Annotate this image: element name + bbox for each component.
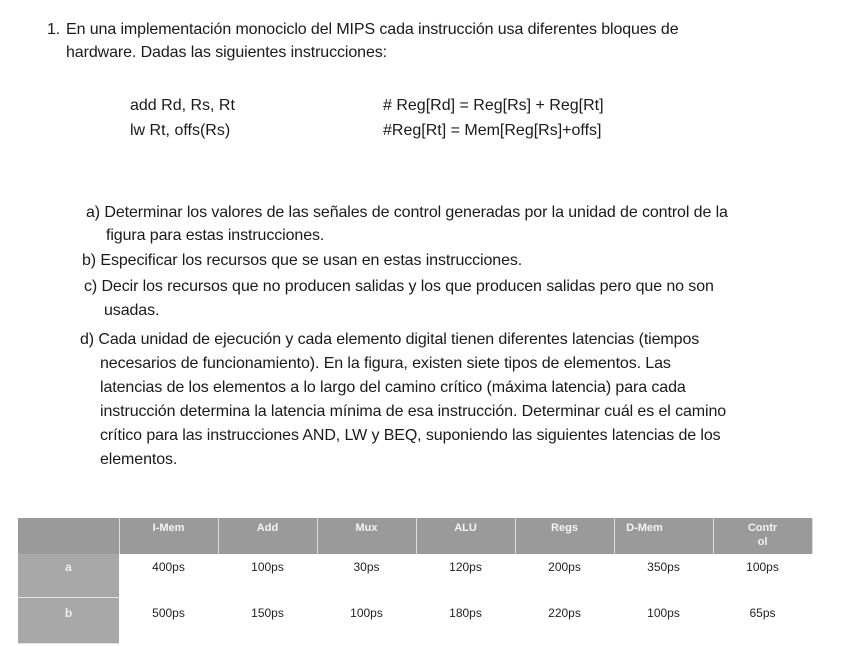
part-a-line: figura para estas instrucciones. bbox=[106, 227, 325, 244]
instruction-code: lw Rt, offs(Rs) bbox=[130, 122, 231, 139]
table-row bbox=[18, 598, 812, 644]
row-label: b bbox=[18, 598, 119, 644]
part-d-line: d) Cada unidad de ejecución y cada elemento digital tienen diferentes latencias (tiempos bbox=[80, 331, 700, 348]
part-c-line: c) Decir los recursos que no producen salidas y los que producen salidas pero que no son bbox=[84, 278, 714, 295]
part-d-line: latencias de los elementos a lo largo del camino crítico (máxima latencia) para cada bbox=[100, 379, 686, 396]
table-cell: 350ps bbox=[647, 560, 680, 574]
instruction-comment: #Reg[Rt] = Mem[Reg[Rs]+offs] bbox=[383, 122, 602, 139]
part-d-line: necesarios de funcionamiento). En la figura, existen siete tipos de elementos. Las bbox=[100, 355, 671, 372]
intro-line-1: En una implementación monociclo del MIPS cada instrucción usa diferentes bloques de bbox=[66, 21, 679, 38]
table-cell: 150ps bbox=[251, 605, 284, 620]
table-cell: 400ps bbox=[152, 560, 185, 574]
table-header-cell: I-Mem bbox=[119, 518, 218, 554]
instruction-comment: # Reg[Rd] = Reg[Rs] + Reg[Rt] bbox=[383, 97, 604, 114]
table-header-cell: D-Mem bbox=[614, 518, 713, 554]
table-cell: 100ps bbox=[350, 605, 383, 620]
table-cell: 500ps bbox=[152, 605, 185, 620]
table-row bbox=[18, 554, 812, 598]
part-d-line: instrucción determina la latencia mínima de esa instrucción. Determinar cuál es el camino bbox=[100, 403, 727, 420]
latency-table bbox=[18, 518, 813, 644]
table-cell: 180ps bbox=[449, 605, 482, 620]
part-c-line: usadas. bbox=[104, 302, 160, 319]
table-cell: 65ps bbox=[749, 605, 776, 620]
part-d-line: elementos. bbox=[100, 451, 178, 468]
table-cell: 30ps bbox=[353, 560, 380, 574]
problem-number: 1. bbox=[47, 21, 61, 38]
table-header-row bbox=[18, 518, 812, 554]
table-header-cell: Mux bbox=[317, 518, 416, 554]
part-d-line: crítico para las instrucciones AND, LW y BEQ, suponiendo las siguientes latencias de los bbox=[100, 427, 721, 444]
table-cell: 220ps bbox=[548, 605, 581, 620]
intro-line-2: hardware. Dadas las siguientes instrucciones: bbox=[66, 44, 388, 61]
part-a-line: a) Determinar los valores de las señales de control generadas por la unidad de control de la bbox=[86, 204, 728, 221]
table-cell: 100ps bbox=[647, 605, 680, 620]
table-header-cell: Control bbox=[713, 518, 812, 554]
table-cell: 100ps bbox=[746, 560, 779, 574]
table-cell: 100ps bbox=[251, 560, 284, 574]
instruction-code: add Rd, Rs, Rt bbox=[130, 97, 235, 114]
table-header-cell: ALU bbox=[416, 518, 515, 554]
part-b-line: b) Especificar los recursos que se usan en estas instrucciones. bbox=[82, 252, 523, 269]
row-label: a bbox=[18, 554, 119, 598]
table-header-cell: Add bbox=[218, 518, 317, 554]
table-header-cell: Regs bbox=[515, 518, 614, 554]
table-cell: 120ps bbox=[449, 560, 482, 574]
table-cell: 200ps bbox=[548, 560, 581, 574]
table-header-cell bbox=[18, 518, 119, 554]
